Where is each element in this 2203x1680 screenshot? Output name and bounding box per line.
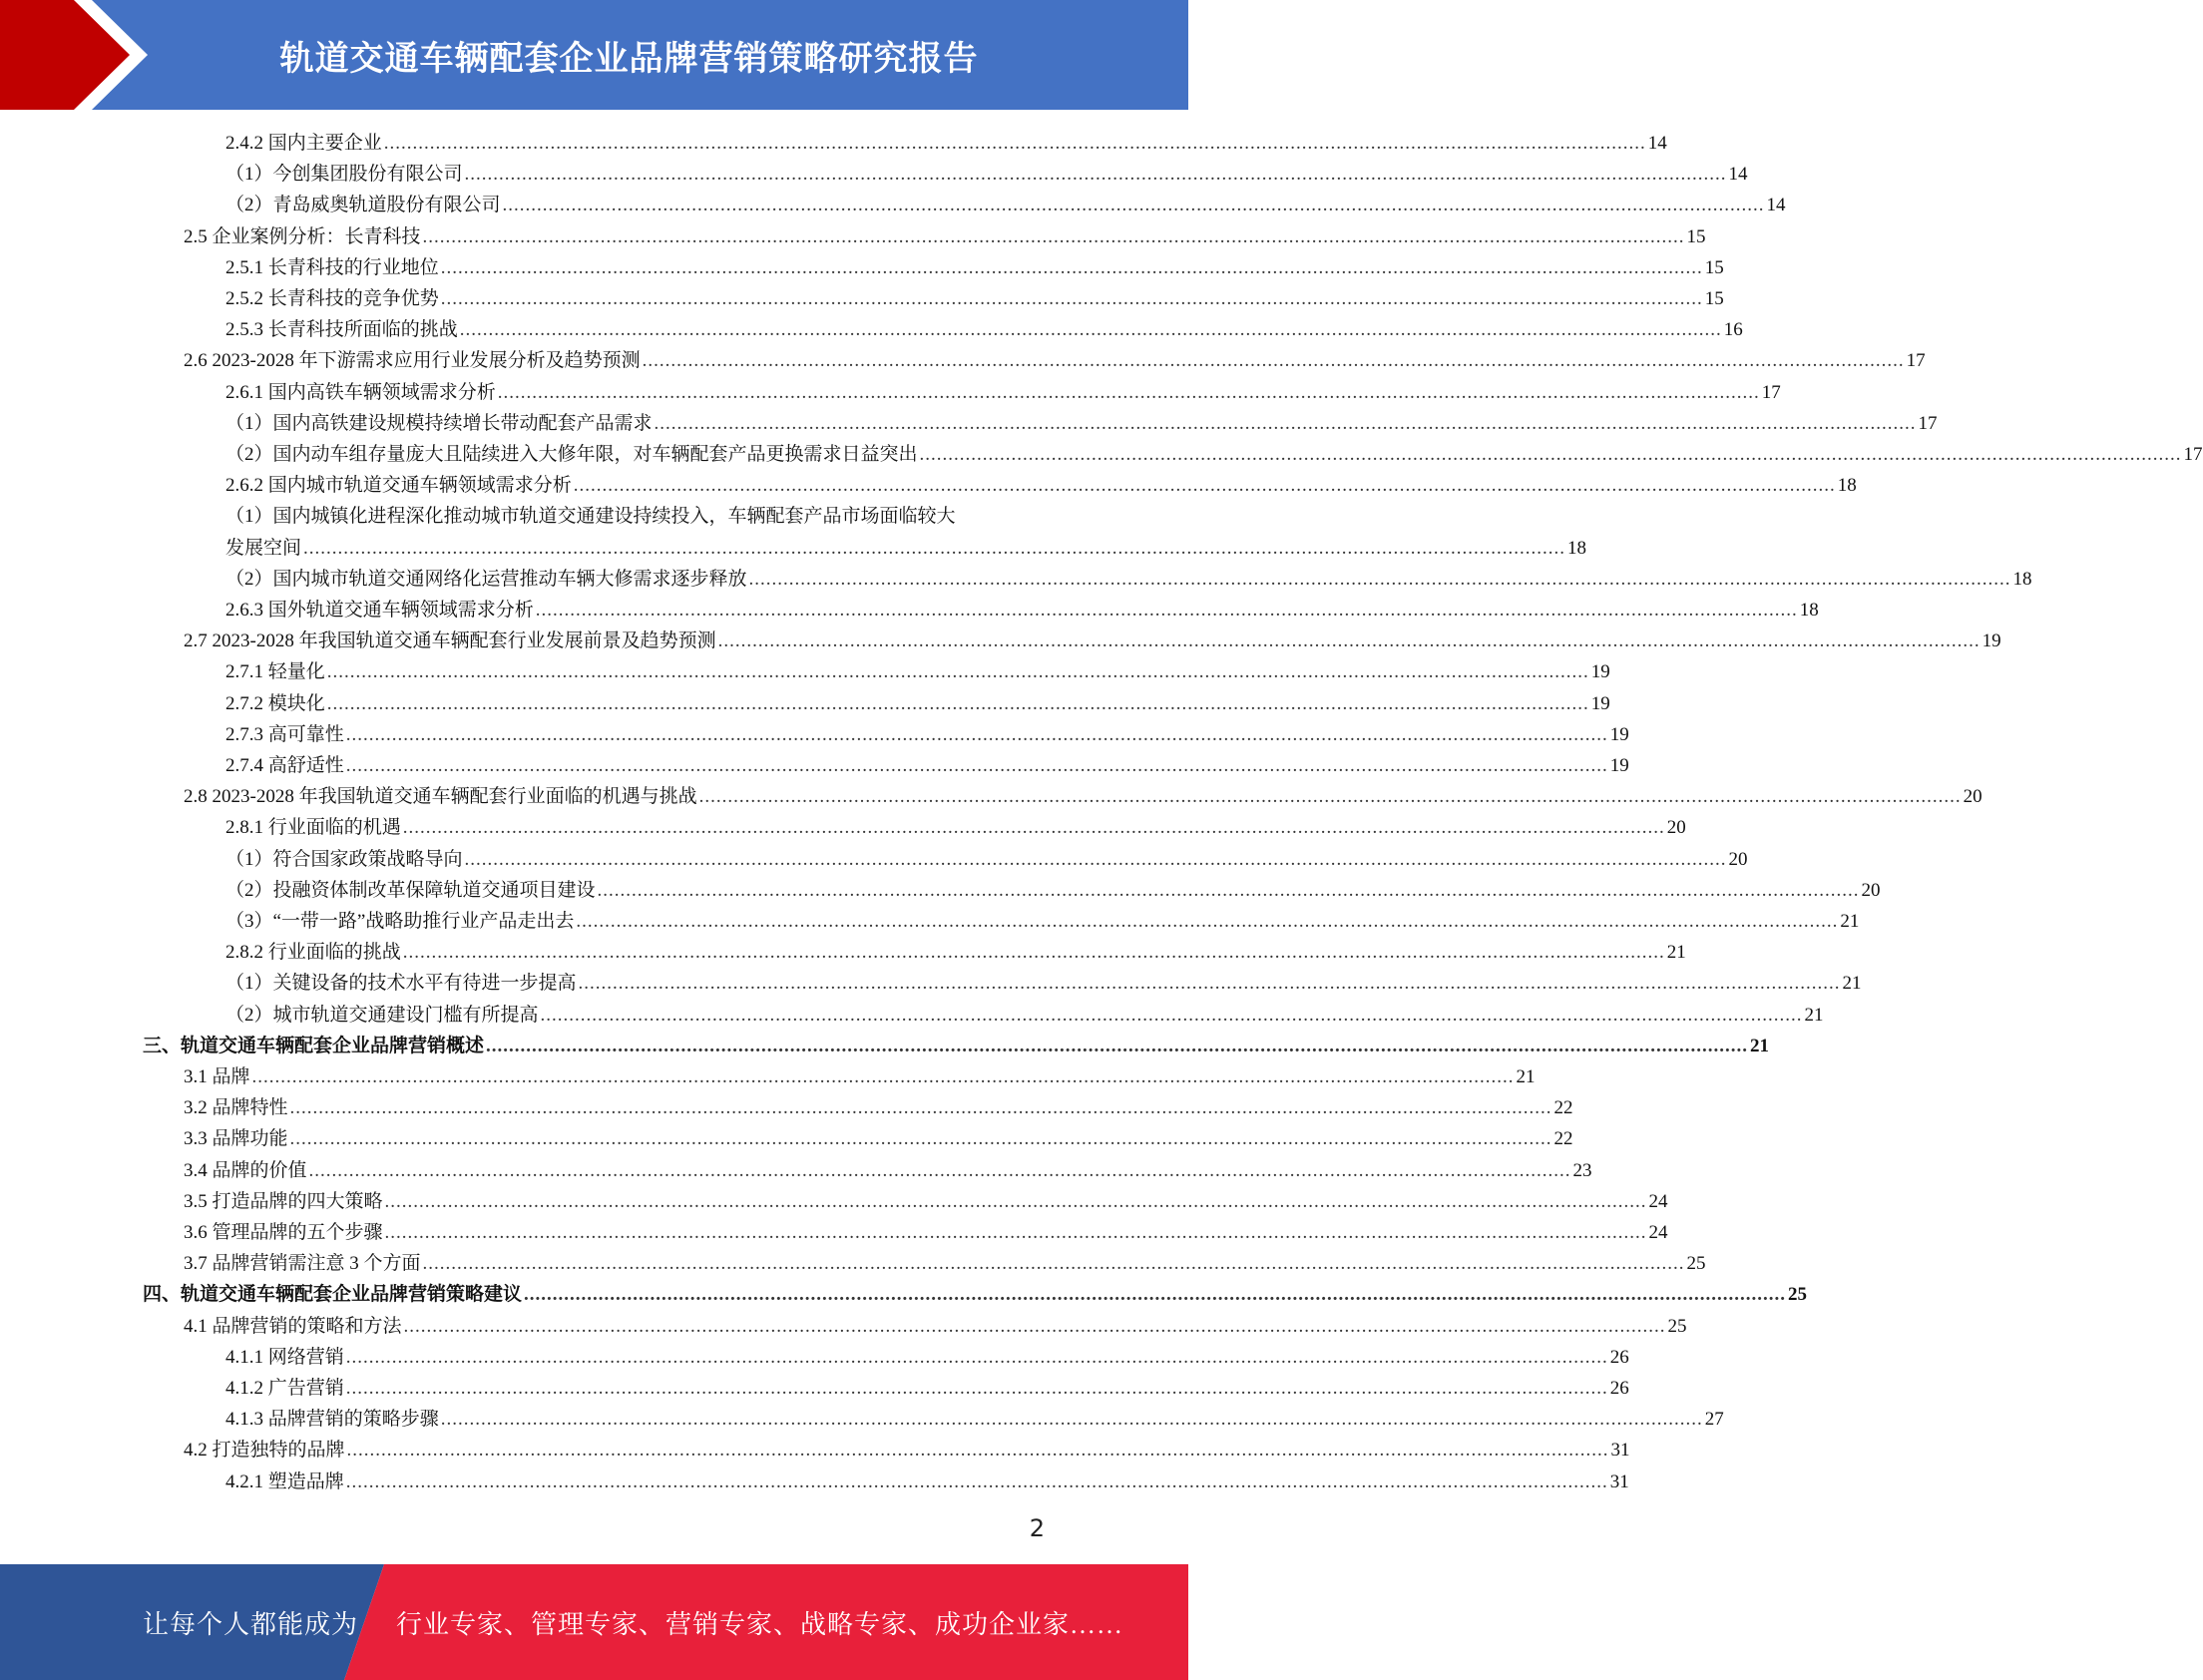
toc-page-number: 22 [1553,1128,1573,1150]
toc-entry-title: 2.7.1 轻量化 [225,661,325,683]
toc-entry[interactable] [225,906,1860,937]
toc-entry[interactable] [225,533,1587,564]
toc-entry[interactable] [225,1404,1724,1435]
toc-page-number: 18 [1837,475,1857,497]
page-number: 2 [1029,1514,1045,1542]
toc-page-number: 15 [1704,288,1724,309]
toc-entry-title: 2.4.2 国内主要企业 [225,133,382,154]
toc-entry[interactable] [225,1373,1629,1404]
toc-entry[interactable] [225,128,1667,159]
toc-leader-dots: ............................................................................................................................................................................................................................ [251,1066,1515,1087]
toc-entry-title: 2.7.2 模块化 [225,692,325,714]
toc-leader-dots: ............................................................................................................................................................................................................................ [345,723,1608,745]
toc-entry-title: （1）国内高铁建设规模持续增长带动配套产品需求 [225,412,653,434]
toc-entry[interactable] [225,408,1938,439]
toc-entry-title: 4.1.3 品牌营销的策略步骤 [225,1409,439,1431]
toc-entry-title: （2）城市轨道交通建设门槛有所提高 [225,1004,539,1026]
toc-entry[interactable] [225,190,1786,220]
toc-leader-dots: ............................................................................................................................................................................................................................ [576,911,1839,932]
toc-entry-title: 4.2.1 塑造品牌 [225,1470,344,1492]
toc-entry-title: 4.2 打造独特的品牌 [184,1440,345,1462]
toc-leader-dots: ............................................................................................................................................................................................................................ [403,1315,1666,1337]
toc-page-number: 15 [1686,225,1706,247]
toc-entry-title: 3.7 品牌营销需注意 3 个方面 [184,1253,421,1275]
toc-page-number: 20 [1728,848,1748,870]
toc-leader-dots: ............................................................................................................................................................................................................................ [345,1346,1608,1368]
toc-entry[interactable] [225,750,1629,781]
toc-leader-dots: ............................................................................................................................................................................................................................ [464,848,1727,870]
toc-entry[interactable] [225,564,2032,595]
toc-entry[interactable] [225,937,1686,968]
toc-leader-dots: ............................................................................................................................................................................................................................ [289,1128,1552,1150]
toc-leader-dots: ............................................................................................................................................................................................................................ [384,1222,1647,1243]
toc-entry[interactable] [225,377,1781,408]
toc-entry-title: 4.1 品牌营销的策略和方法 [184,1315,402,1337]
toc-leader-dots: ............................................................................................................................................................................................................................ [524,1284,1787,1306]
toc-page-number: 19 [1609,723,1629,745]
page-footer [0,1564,1188,1680]
toc-entry[interactable] [225,968,1862,999]
toc-entry-title: 2.6.1 国内高铁车辆领域需求分析 [225,381,496,403]
toc-entry-title: （3）“一带一路”战略助推行业产品走出去 [225,911,575,932]
footer-slogan-left: 让每个人都能成为 [143,1609,359,1639]
toc-entry[interactable] [225,159,1748,190]
toc-leader-dots: ............................................................................................................................................................................................................................ [345,755,1608,776]
toc-page-number: 14 [1728,164,1748,186]
toc-entry-title: 2.7.4 高舒适性 [225,755,344,776]
toc-entry-title: 3.4 品牌的价值 [184,1159,307,1181]
toc-entry[interactable] [184,626,2001,656]
toc-leader-dots: ............................................................................................................................................................................................................................ [440,256,1703,278]
toc-page-number: 21 [1750,1035,1770,1056]
toc-entry-title: 3.3 品牌功能 [184,1128,288,1150]
toc-entry-title: （2）国内城市轨道交通网络化运营推动车辆大修需求逐步释放 [225,568,747,590]
toc-page-number: 16 [1723,319,1743,341]
toc-entry[interactable] [225,1467,1629,1497]
toc-entry-title: 2.7.3 高可靠性 [225,723,344,745]
toc-entry-title: 2.6.3 国外轨道交通车辆领域需求分析 [225,600,534,621]
toc-entry-title: 2.5 企业案例分析：长青科技 [184,225,421,247]
toc-page-number: 19 [1590,692,1610,714]
toc-leader-dots: ............................................................................................................................................................................................................................ [303,537,1566,559]
toc-entry-title: 2.8 2023-2028 年我国轨道交通车辆配套行业面临的机遇与挑战 [184,786,697,808]
toc-page-number: 14 [1766,195,1786,216]
toc-page-number: 22 [1553,1097,1573,1119]
toc-page-number: 21 [1516,1066,1536,1087]
toc-entry[interactable] [184,1435,1630,1466]
toc-entry-title: （2）青岛威奥轨道股份有限公司 [225,195,501,216]
toc-entry[interactable] [225,812,1686,843]
toc-entry-title: 2.8.2 行业面临的挑战 [225,942,401,964]
toc-leader-dots: ............................................................................................................................................................................................................................ [486,1035,1749,1056]
toc-entry[interactable] [184,1186,1668,1217]
toc-entry-title: 2.6 2023-2028 年下游需求应用行业发展分析及趋势预测 [184,350,641,372]
toc-leader-dots: ............................................................................................................................................................................................................................ [748,568,2011,590]
toc-entry-title: （1）符合国家政策战略导向 [225,848,463,870]
toc-leader-dots: ............................................................................................................................................................................................................................ [345,1378,1608,1399]
toc-page-number: 21 [1842,973,1862,995]
toc-leader-dots: ............................................................................................................................................................................................................................ [717,630,1981,652]
toc-leader-dots: ............................................................................................................................................................................................................................ [402,817,1665,839]
toc-entry[interactable] [225,875,1881,906]
toc-page-number: 27 [1704,1409,1724,1431]
toc-leader-dots: ............................................................................................................................................................................................................................ [597,879,1860,901]
toc-entry[interactable] [225,688,1610,719]
toc-entry[interactable] [184,1061,1536,1092]
toc-page-number: 18 [1799,600,1819,621]
toc-page-number: 17 [2183,444,2203,465]
toc-entry-title: 3.1 品牌 [184,1066,250,1087]
page-header [0,0,1188,110]
toc-page-number: 18 [1567,537,1587,559]
toc-entry[interactable] [225,252,1724,283]
toc-page-number: 21 [1804,1004,1824,1026]
toc-page-number: 14 [1647,133,1667,154]
toc-entry[interactable] [184,1248,1706,1279]
toc-entry[interactable] [225,595,1819,626]
toc-leader-dots: ............................................................................................................................................................................................................................ [578,973,1841,995]
header-title: 轨道交通车辆配套企业品牌营销策略研究报告 [279,38,979,79]
toc-page-number: 25 [1686,1253,1706,1275]
toc-page-number: 24 [1648,1190,1668,1212]
toc-entry-title: 3.5 打造品牌的四大策略 [184,1190,383,1212]
toc-leader-dots: ............................................................................................................................................................................................................................ [346,1440,1609,1462]
toc-leader-dots: ............................................................................................................................................................................................................................ [326,692,1589,714]
toc-entry-title: 三、轨道交通车辆配套企业品牌营销概述 [143,1035,485,1056]
toc-entry-title: （2）投融资体制改革保障轨道交通项目建设 [225,879,596,901]
toc-page-number: 19 [1609,755,1629,776]
toc-leader-dots: ............................................................................................................................................................................................................................ [345,1470,1608,1492]
toc-entry[interactable] [225,470,1857,501]
toc-entry[interactable] [184,781,1983,812]
toc-entry-title: 2.7 2023-2028 年我国轨道交通车辆配套行业发展前景及趋势预测 [184,630,716,652]
toc-page-number: 26 [1609,1378,1629,1399]
toc-leader-dots: ............................................................................................................................................................................................................................ [440,1409,1703,1431]
toc-entry[interactable] [184,221,1706,252]
toc-entry-title: 3.6 管理品牌的五个步骤 [184,1222,383,1243]
toc-entry[interactable] [143,1031,1770,1061]
toc-page-number: 31 [1609,1470,1629,1492]
footer-slogan-right: 行业专家、管理专家、营销专家、战略专家、成功企业家…… [396,1609,1124,1639]
toc-page-number: 17 [1761,381,1781,403]
toc-entry[interactable] [225,1342,1629,1373]
toc-entry-title: 2.5.3 长青科技所面临的挑战 [225,319,458,341]
toc-page-number: 19 [1590,661,1610,683]
toc-leader-dots: ............................................................................................................................................................................................................................ [464,164,1727,186]
toc-leader-dots: ............................................................................................................................................................................................................................ [422,225,1685,247]
toc-entry-title: （1）国内城镇化进程深化推动城市轨道交通建设持续投入，车辆配套产品市场面临较大 [225,506,956,528]
toc-entry[interactable] [184,1217,1668,1248]
toc-entry[interactable] [225,1000,1824,1031]
toc-page-number: 21 [1666,942,1686,964]
toc-entry[interactable] [225,439,2203,470]
toc-entry[interactable] [225,719,1629,750]
toc-entry-title: 4.1.2 广告营销 [225,1378,344,1399]
toc-entry-title: 2.8.1 行业面临的机遇 [225,817,401,839]
toc-entry-title: （2）国内动车组存量庞大且陆续进入大修年限，对车辆配套产品更换需求日益突出 [225,444,918,465]
toc-page-number: 24 [1648,1222,1668,1243]
toc-entry-title: 4.1.1 网络营销 [225,1346,344,1368]
toc-page-number: 19 [1982,630,2001,652]
toc-page-number: 20 [1963,786,1983,808]
toc-page-number: 20 [1861,879,1881,901]
toc-page-number: 26 [1609,1346,1629,1368]
toc-leader-dots: ............................................................................................................................................................................................................................ [308,1159,1571,1181]
toc-leader-dots: ............................................................................................................................................................................................................................ [402,942,1665,964]
toc-page-number: 17 [1906,350,1926,372]
toc-leader-dots: ............................................................................................................................................................................................................................ [698,786,1962,808]
toc-entry-title: 2.5.2 长青科技的竞争优势 [225,288,439,309]
toc-entry-title: 3.2 品牌特性 [184,1097,288,1119]
toc-leader-dots: ............................................................................................................................................................................................................................ [384,1190,1647,1212]
toc-entry[interactable] [225,501,1046,532]
toc-entry-title: （1）关键设备的技术水平有待进一步提高 [225,973,577,995]
toc-leader-dots: ............................................................................................................................................................................................................................ [383,133,1646,154]
toc-entry-title: 四、轨道交通车辆配套企业品牌营销策略建议 [143,1284,523,1306]
toc-entry[interactable] [184,1155,1592,1186]
toc-page-number: 25 [1667,1315,1687,1337]
toc-leader-dots: ............................................................................................................................................................................................................................ [459,319,1722,341]
toc-entry[interactable] [143,1279,1808,1310]
toc-page-number: 25 [1788,1284,1808,1306]
toc-leader-dots: ............................................................................................................................................................................................................................ [497,381,1760,403]
toc-page-number: 31 [1610,1440,1630,1462]
toc-entry[interactable] [184,1123,1573,1154]
toc-entry[interactable] [225,656,1610,687]
toc-entry-title: 2.6.2 国内城市轨道交通车辆领域需求分析 [225,475,572,497]
toc-leader-dots: ............................................................................................................................................................................................................................ [502,195,1765,216]
toc-leader-dots: ............................................................................................................................................................................................................................ [326,661,1589,683]
toc-leader-dots: ............................................................................................................................................................................................................................ [573,475,1836,497]
toc-leader-dots: ............................................................................................................................................................................................................................ [289,1097,1552,1119]
toc-leader-dots: ............................................................................................................................................................................................................................ [654,412,1917,434]
toc-leader-dots: ............................................................................................................................................................................................................................ [919,444,2182,465]
toc-entry-title: 发展空间 [225,537,302,559]
toc-leader-dots: ............................................................................................................................................................................................................................ [535,600,1798,621]
toc-page-number: 21 [1840,911,1860,932]
toc-leader-dots: ............................................................................................................................................................................................................................ [540,1004,1803,1026]
toc-leader-dots: ............................................................................................................................................................................................................................ [422,1253,1685,1275]
toc-entry-title: 2.5.1 长青科技的行业地位 [225,256,439,278]
toc-page-number: 20 [1666,817,1686,839]
toc-entry[interactable] [225,844,1748,875]
toc-entry[interactable] [184,1311,1687,1342]
toc-page-number: 15 [1704,256,1724,278]
toc-page-number: 23 [1572,1159,1592,1181]
toc-page-number: 17 [1918,412,1938,434]
toc-leader-dots: ............................................................................................................................................................................................................................ [642,350,1905,372]
toc-leader-dots: ............................................................................................................................................................................................................................ [440,288,1703,309]
toc-entry[interactable] [225,283,1724,314]
toc-entry[interactable] [225,314,1743,345]
toc-page-number: 18 [2012,568,2032,590]
toc-entry-title: （1）今创集团股份有限公司 [225,164,463,186]
toc-entry[interactable] [184,1092,1573,1123]
toc-entry[interactable] [184,345,1926,376]
